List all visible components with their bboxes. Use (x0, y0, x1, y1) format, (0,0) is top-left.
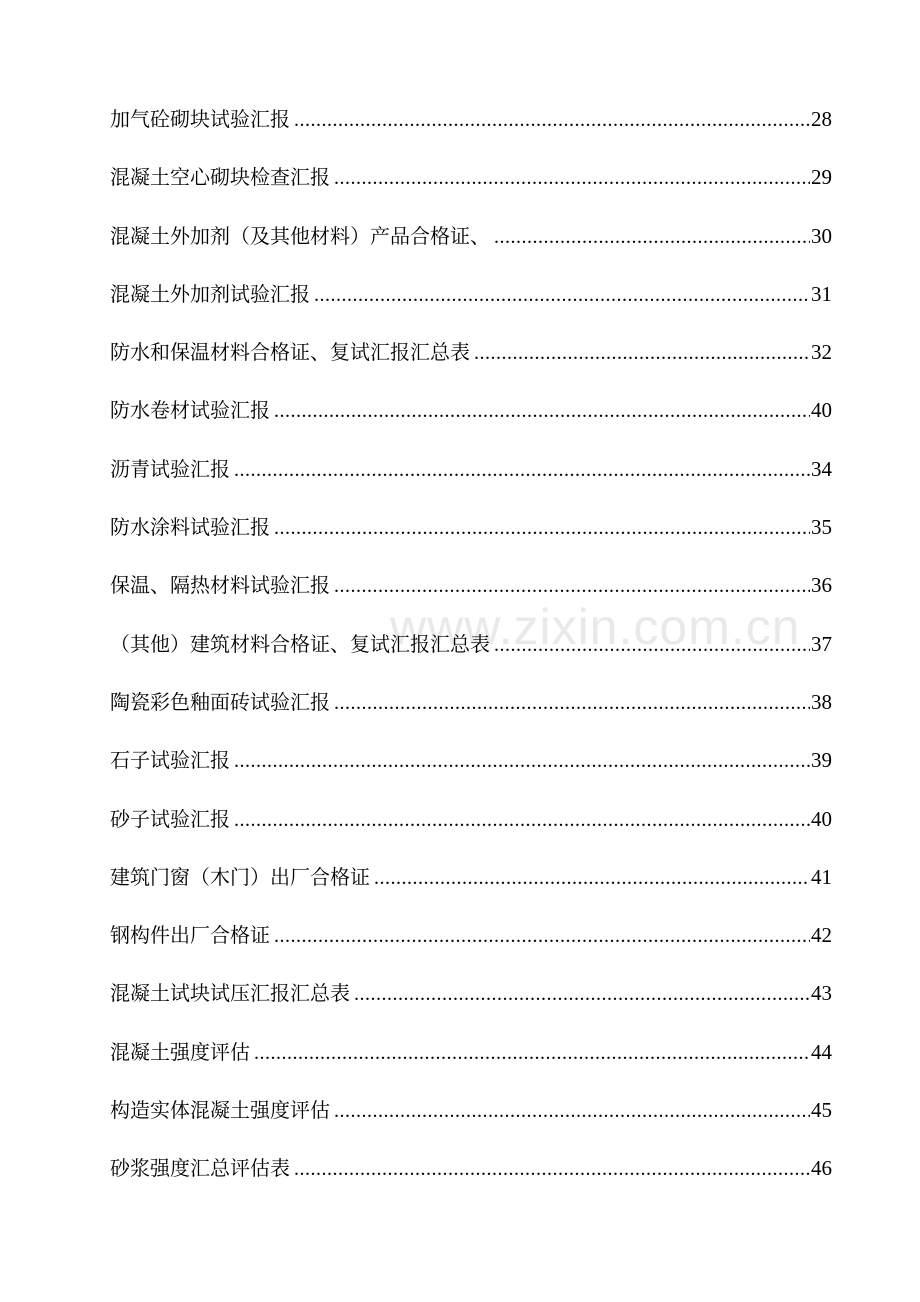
toc-entry-title: （其他）建筑材料合格证、复试汇报汇总表 (110, 631, 490, 656)
toc-dot-leader (314, 275, 810, 315)
toc-entry-page-number: 40 (811, 806, 832, 831)
toc-entry[interactable] (110, 157, 832, 215)
toc-entry[interactable] (110, 507, 832, 565)
toc-dot-leader (294, 1149, 810, 1189)
toc-entry-page-number: 31 (811, 281, 832, 306)
toc-entry[interactable] (110, 1090, 832, 1148)
toc-dot-leader (494, 217, 810, 257)
toc-entry[interactable] (110, 274, 832, 332)
toc-entry-title: 建筑门窗（木门）出厂合格证 (110, 864, 370, 889)
toc-entry-page-number: 29 (811, 165, 832, 190)
toc-entry[interactable] (110, 624, 832, 682)
toc-entry-page-number: 35 (811, 515, 832, 540)
toc-dot-leader (234, 741, 810, 781)
toc-entry-title: 砂子试验汇报 (110, 806, 230, 831)
toc-entry[interactable] (110, 99, 832, 157)
toc-entry-page-number: 36 (811, 573, 832, 598)
toc-entry-title: 沥青试验汇报 (110, 456, 230, 481)
toc-dot-leader (354, 974, 810, 1014)
toc-entry-page-number: 43 (811, 981, 832, 1006)
toc-entry-title: 保温、隔热材料试验汇报 (110, 573, 330, 598)
toc-entry-page-number: 41 (811, 864, 832, 889)
toc-entry-page-number: 45 (811, 1098, 832, 1123)
toc-entry-title: 混凝土外加剂（及其他材料）产品合格证、 (110, 223, 490, 248)
toc-entry-title: 构造实体混凝土强度评估 (110, 1098, 330, 1123)
toc-dot-leader (334, 158, 810, 198)
toc-dot-leader (334, 566, 810, 606)
toc-dot-leader (274, 916, 810, 956)
toc-entry-title: 混凝土强度评估 (110, 1039, 250, 1064)
toc-entry-page-number: 32 (811, 340, 832, 365)
toc-entry[interactable] (110, 682, 832, 740)
toc-entry-page-number: 44 (811, 1039, 832, 1064)
toc-entry[interactable] (110, 565, 832, 623)
toc-entry[interactable] (110, 216, 832, 274)
toc-dot-leader (234, 450, 810, 490)
toc-entry-title: 石子试验汇报 (110, 748, 230, 773)
toc-entry-page-number: 37 (811, 631, 832, 656)
toc-entry-title: 防水卷材试验汇报 (110, 398, 270, 423)
toc-dot-leader (494, 625, 810, 665)
toc-dot-leader (334, 683, 810, 723)
toc-entry[interactable] (110, 740, 832, 798)
toc-dot-leader (234, 800, 810, 840)
toc-entry-page-number: 30 (811, 223, 832, 248)
toc-entry[interactable] (110, 799, 832, 857)
toc-entry-page-number: 42 (811, 923, 832, 948)
toc-entry-title: 加气砼砌块试验汇报 (110, 107, 290, 131)
toc-entry[interactable] (110, 915, 832, 973)
toc-dot-leader (474, 333, 810, 373)
toc-entry-page-number: 46 (811, 1156, 832, 1181)
toc-entry-title: 混凝土空心砌块检查汇报 (110, 165, 330, 190)
toc-entry[interactable] (110, 1148, 832, 1206)
toc-entry-title: 混凝土试块试压汇报汇总表 (110, 981, 350, 1006)
toc-entry-title: 钢构件出厂合格证 (110, 923, 270, 948)
toc-entry[interactable] (110, 857, 832, 915)
table-of-contents (110, 99, 832, 1207)
toc-entry[interactable] (110, 390, 832, 448)
toc-dot-leader (294, 100, 810, 140)
toc-entry-title: 混凝土外加剂试验汇报 (110, 281, 310, 306)
toc-dot-leader (374, 858, 810, 898)
toc-entry-title: 防水涂料试验汇报 (110, 515, 270, 540)
toc-entry[interactable] (110, 1032, 832, 1090)
toc-entry[interactable] (110, 332, 832, 390)
toc-entry-page-number: 39 (811, 748, 832, 773)
toc-entry-title: 砂浆强度汇总评估表 (110, 1156, 290, 1181)
toc-dot-leader (274, 508, 810, 548)
toc-entry-page-number: 28 (811, 107, 832, 131)
toc-dot-leader (334, 1091, 810, 1131)
toc-entry[interactable] (110, 449, 832, 507)
watermark: www.zixin.com.cn (390, 599, 801, 655)
toc-entry-page-number: 34 (811, 456, 832, 481)
toc-entry-title: 防水和保温材料合格证、复试汇报汇总表 (110, 340, 470, 365)
toc-entry-page-number: 40 (811, 398, 832, 423)
toc-entry[interactable] (110, 973, 832, 1031)
toc-dot-leader (274, 391, 810, 431)
toc-dot-leader (254, 1033, 810, 1073)
toc-entry-title: 陶瓷彩色釉面砖试验汇报 (110, 689, 330, 714)
toc-entry-page-number: 38 (811, 689, 832, 714)
